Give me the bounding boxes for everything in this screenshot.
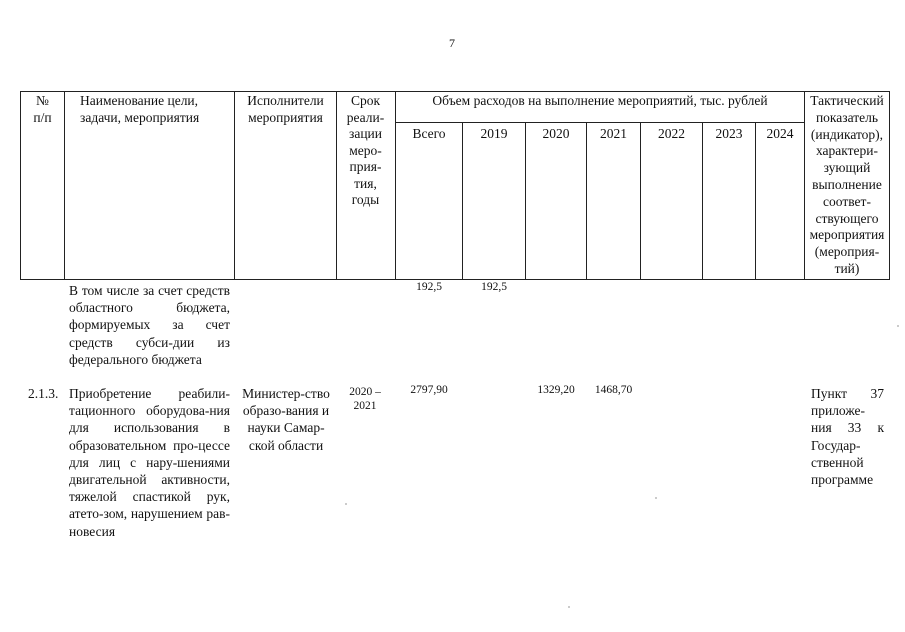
row-executors: Министер-ство образо-вания и науки Самар-ской области [242, 386, 330, 453]
header-year-total: Всего [412, 126, 446, 141]
col-divider [64, 91, 65, 280]
row-2019-value: 192,5 [481, 281, 507, 293]
year-divider [702, 122, 703, 280]
header-term: Срок реали- зации меро- прия- тия, годы [346, 93, 385, 207]
header-year-2023: 2023 [715, 126, 743, 141]
header-indicator: Тактический показатель (индикатор), характери- зующий выполнение соответ- ствующего мероприятия (мероприя- тий) [809, 93, 885, 276]
row-name: Приобретение реабили-тационного оборудова-ния для использования в образовательном про-цессе для лиц с нару-шениями двигательной активности, тяжелой спастикой рук, атето-зом, нарушением рав-новесия [69, 386, 230, 539]
header-year-2024: 2024 [766, 126, 794, 141]
row-2020-value: 1329,20 [537, 384, 575, 396]
year-divider [755, 122, 756, 280]
header-num: № п/п [33, 93, 52, 125]
table-top-border [20, 91, 889, 92]
scan-speck [655, 497, 657, 499]
year-divider [462, 122, 463, 280]
row-indicator: Пункт 37 приложе-ния 33 к Государ-ственной программе [811, 386, 884, 488]
row-total-value: 192,5 [416, 281, 442, 293]
header-executors: Исполнители мероприятия [247, 93, 324, 125]
row-2021-value: 1468,70 [594, 384, 633, 396]
header-name: Наименование цели, задачи, мероприятия [80, 93, 200, 125]
row-number: 2.1.3. [28, 386, 59, 401]
year-divider [640, 122, 641, 280]
col-divider [234, 91, 235, 280]
row-total-value: 2797,90 [410, 384, 448, 396]
years-top-border [395, 122, 804, 123]
header-year-2019: 2019 [480, 126, 508, 141]
header-year-2020: 2020 [542, 126, 570, 141]
table-header-bottom-border [20, 279, 889, 280]
scan-speck [897, 325, 899, 327]
header-year-2022: 2022 [658, 126, 685, 141]
year-divider [586, 122, 587, 280]
row-name: В том числе за счет средств областного бюджета, формируемых за счет средств субси-дии из федерального бюджета [69, 283, 230, 367]
year-divider [525, 122, 526, 280]
page-number: 7 [449, 36, 455, 50]
row-term: 2020 – 2021 [349, 386, 381, 412]
scan-speck [345, 503, 347, 505]
scan-speck [568, 606, 570, 608]
header-costs: Объем расходов на выполнение мероприятий, тыс. рублей [432, 93, 768, 108]
col-divider [395, 91, 396, 280]
header-year-2021: 2021 [600, 126, 627, 141]
